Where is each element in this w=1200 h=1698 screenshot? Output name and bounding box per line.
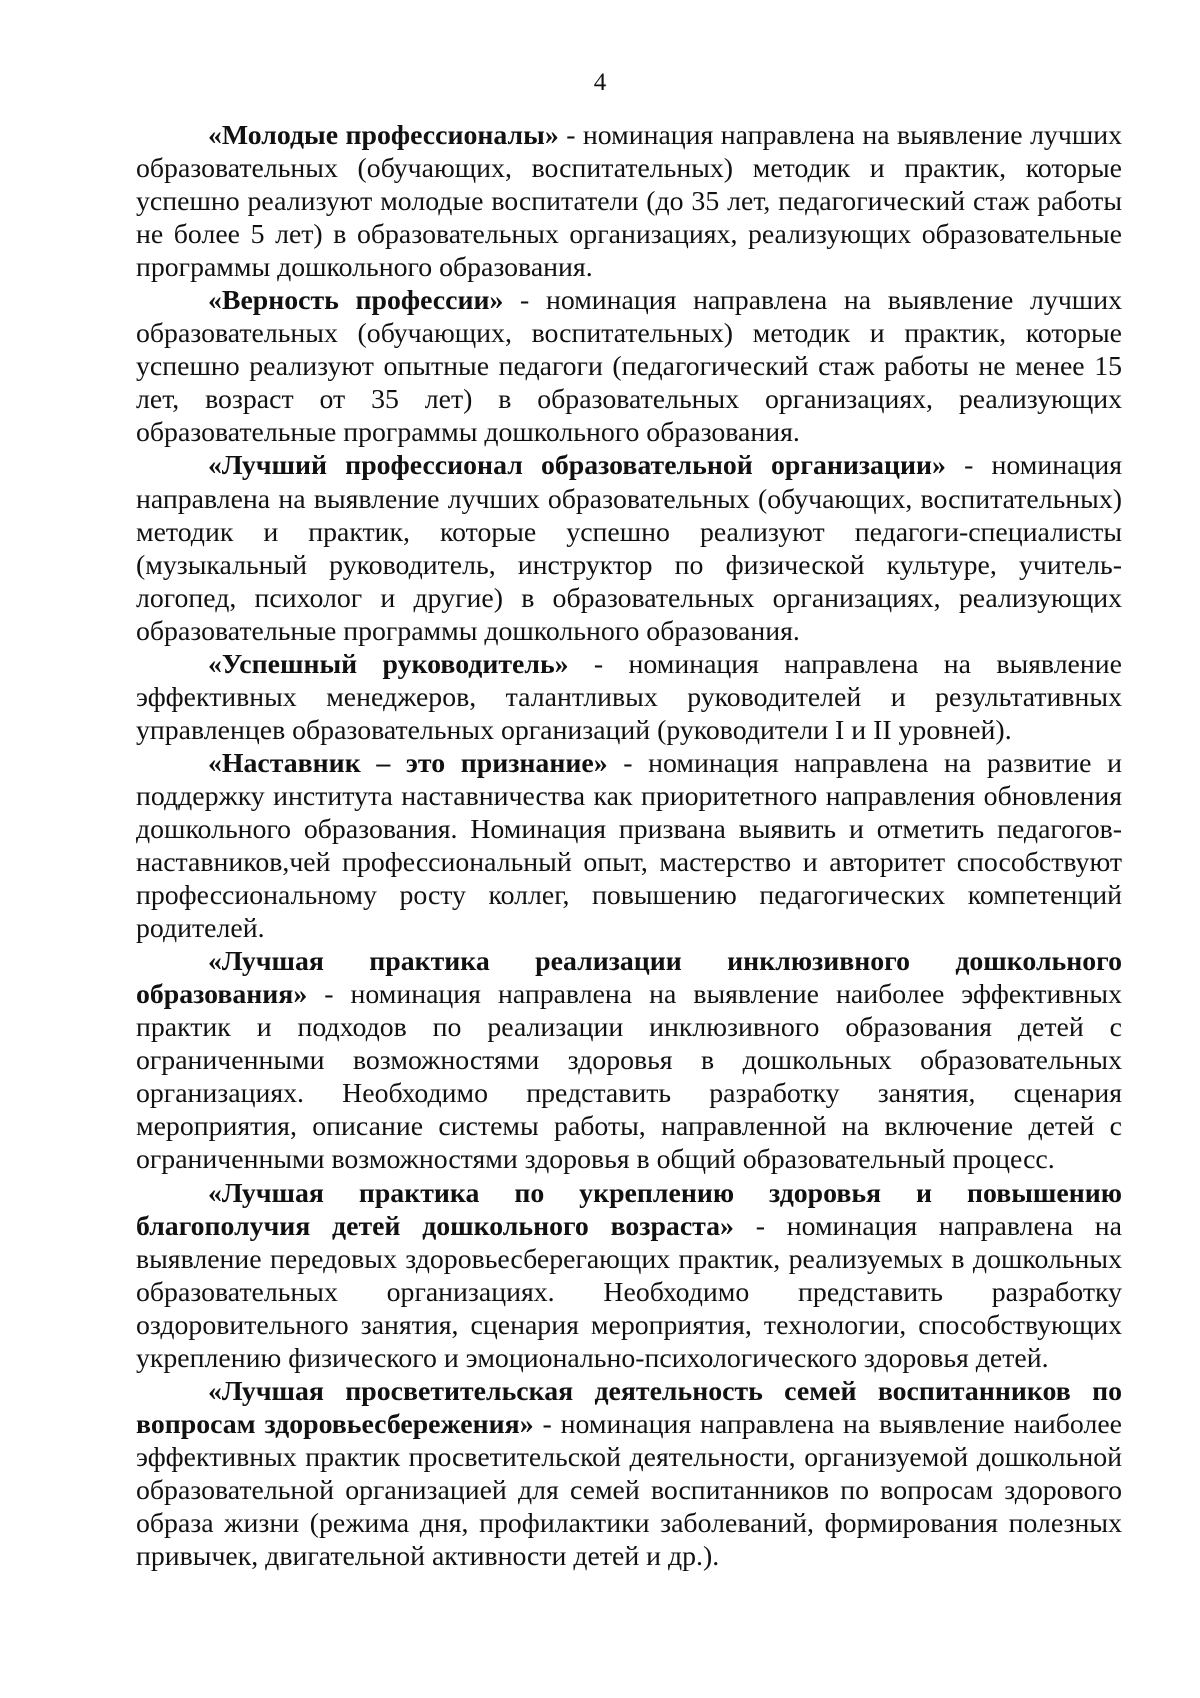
nomination-paragraph-mentor bbox=[136, 747, 1122, 945]
nomination-title: «Верность профессии» bbox=[208, 285, 504, 317]
nomination-title: «Лучшая практика по укреплению здоровья и повышению благополучия детей дошкольного возраста» bbox=[136, 1177, 1122, 1242]
nomination-paragraph-best-professional bbox=[136, 449, 1122, 647]
nomination-title: «Молодые профессионалы» bbox=[208, 120, 559, 151]
nomination-description: - номинация направлена на выявление лучших образовательных (обучающих, воспитательных) методик и практик, которые успешно реализуют молодые воспитатели (до 35 лет, педагогический стаж работы не более 5 лет) в образовательных организациях, реализующих образовательные программы дошкольного образования. bbox=[136, 120, 1122, 284]
nomination-title: «Успешный руководитель» bbox=[208, 648, 569, 680]
nomination-description: - номинация направлена на выявление передовых здоровьесберегающих практик, реализуемых в дошкольных образовательных организациях. Необходимо представить разработку оздоровительного занятия, сценария мероприятия, технологии, способствующих укреплению физического и эмоционально-психологического здоровья детей. bbox=[136, 1210, 1122, 1374]
nomination-description: - номинация направлена на выявление лучших образовательных (обучающих, воспитательных) методик и практик, которые успешно реализуют педагоги-специалисты (музыкальный руководитель, инструктор по физической культуре, учитель-логопед, психолог и другие) в образовательных организациях, реализующих образовательные программы дошкольного образования. bbox=[136, 450, 1122, 647]
nomination-title: «Лучший профессионал образовательной организации» bbox=[208, 450, 946, 482]
nomination-title: «Наставник – это признание» bbox=[208, 747, 608, 779]
nomination-paragraph-health-practice bbox=[136, 1177, 1122, 1375]
nomination-description: - номинация направлена на выявление эффективных менеджеров, талантливых руководителей и результативных управленцев образовательных организаций (руководители I и II уровней). bbox=[136, 648, 1122, 746]
nomination-description: - номинация направлена на выявление лучших образовательных (обучающих, воспитательных) методик и практик, которые успешно реализуют опытные педагоги (педагогический стаж работы не менее 15 лет, возраст от 35 лет) в образовательных организациях, реализующих образовательные программы дошкольного образования. bbox=[136, 285, 1122, 449]
nomination-paragraph-inclusive-practice bbox=[136, 945, 1122, 1176]
nomination-description: - номинация направлена на развитие и поддержку института наставничества как приоритетного направления обновления дошкольного образования. Номинация призвана выявить и отметить педагогов-наставников,чей профессиональный опыт, мастерство и авторитет способствуют профессиональному росту коллег, повышению педагогических компетенций родителей. bbox=[136, 747, 1122, 945]
nomination-paragraph-family-education bbox=[136, 1375, 1122, 1573]
nominations-list bbox=[136, 119, 1122, 1573]
nomination-paragraph-loyalty bbox=[136, 284, 1122, 449]
nomination-paragraph-successful-leader bbox=[136, 648, 1122, 747]
nomination-description: - номинация направлена на выявление наиболее эффективных практик просветительской деятельности, организуемой дошкольной образовательной организацией для семей воспитанников по вопросам здорового образа жизни (режима дня, профилактики заболеваний, формирования полезных привычек, двигательной активности детей и др.). bbox=[136, 1408, 1123, 1573]
nomination-paragraph-young-professionals bbox=[136, 119, 1122, 284]
nomination-description: - номинация направлена на выявление наиболее эффективных практик и подходов по реализации инклюзивного образования детей с ограниченными возможностями здоровья в дошкольных образовательных организациях. Необходимо представить разработку занятия, сценария мероприятия, описание системы работы, направленной на включение детей с ограниченными возможностями здоровья в общий образовательный процесс. bbox=[136, 979, 1122, 1176]
nomination-title: «Лучшая практика реализации инклюзивного дошкольного образования» bbox=[136, 946, 1122, 1011]
page-number: 4 bbox=[593, 69, 607, 96]
nomination-title: «Лучшая просветительская деятельность семей воспитанников по вопросам здоровьесбережения» bbox=[136, 1375, 1122, 1440]
